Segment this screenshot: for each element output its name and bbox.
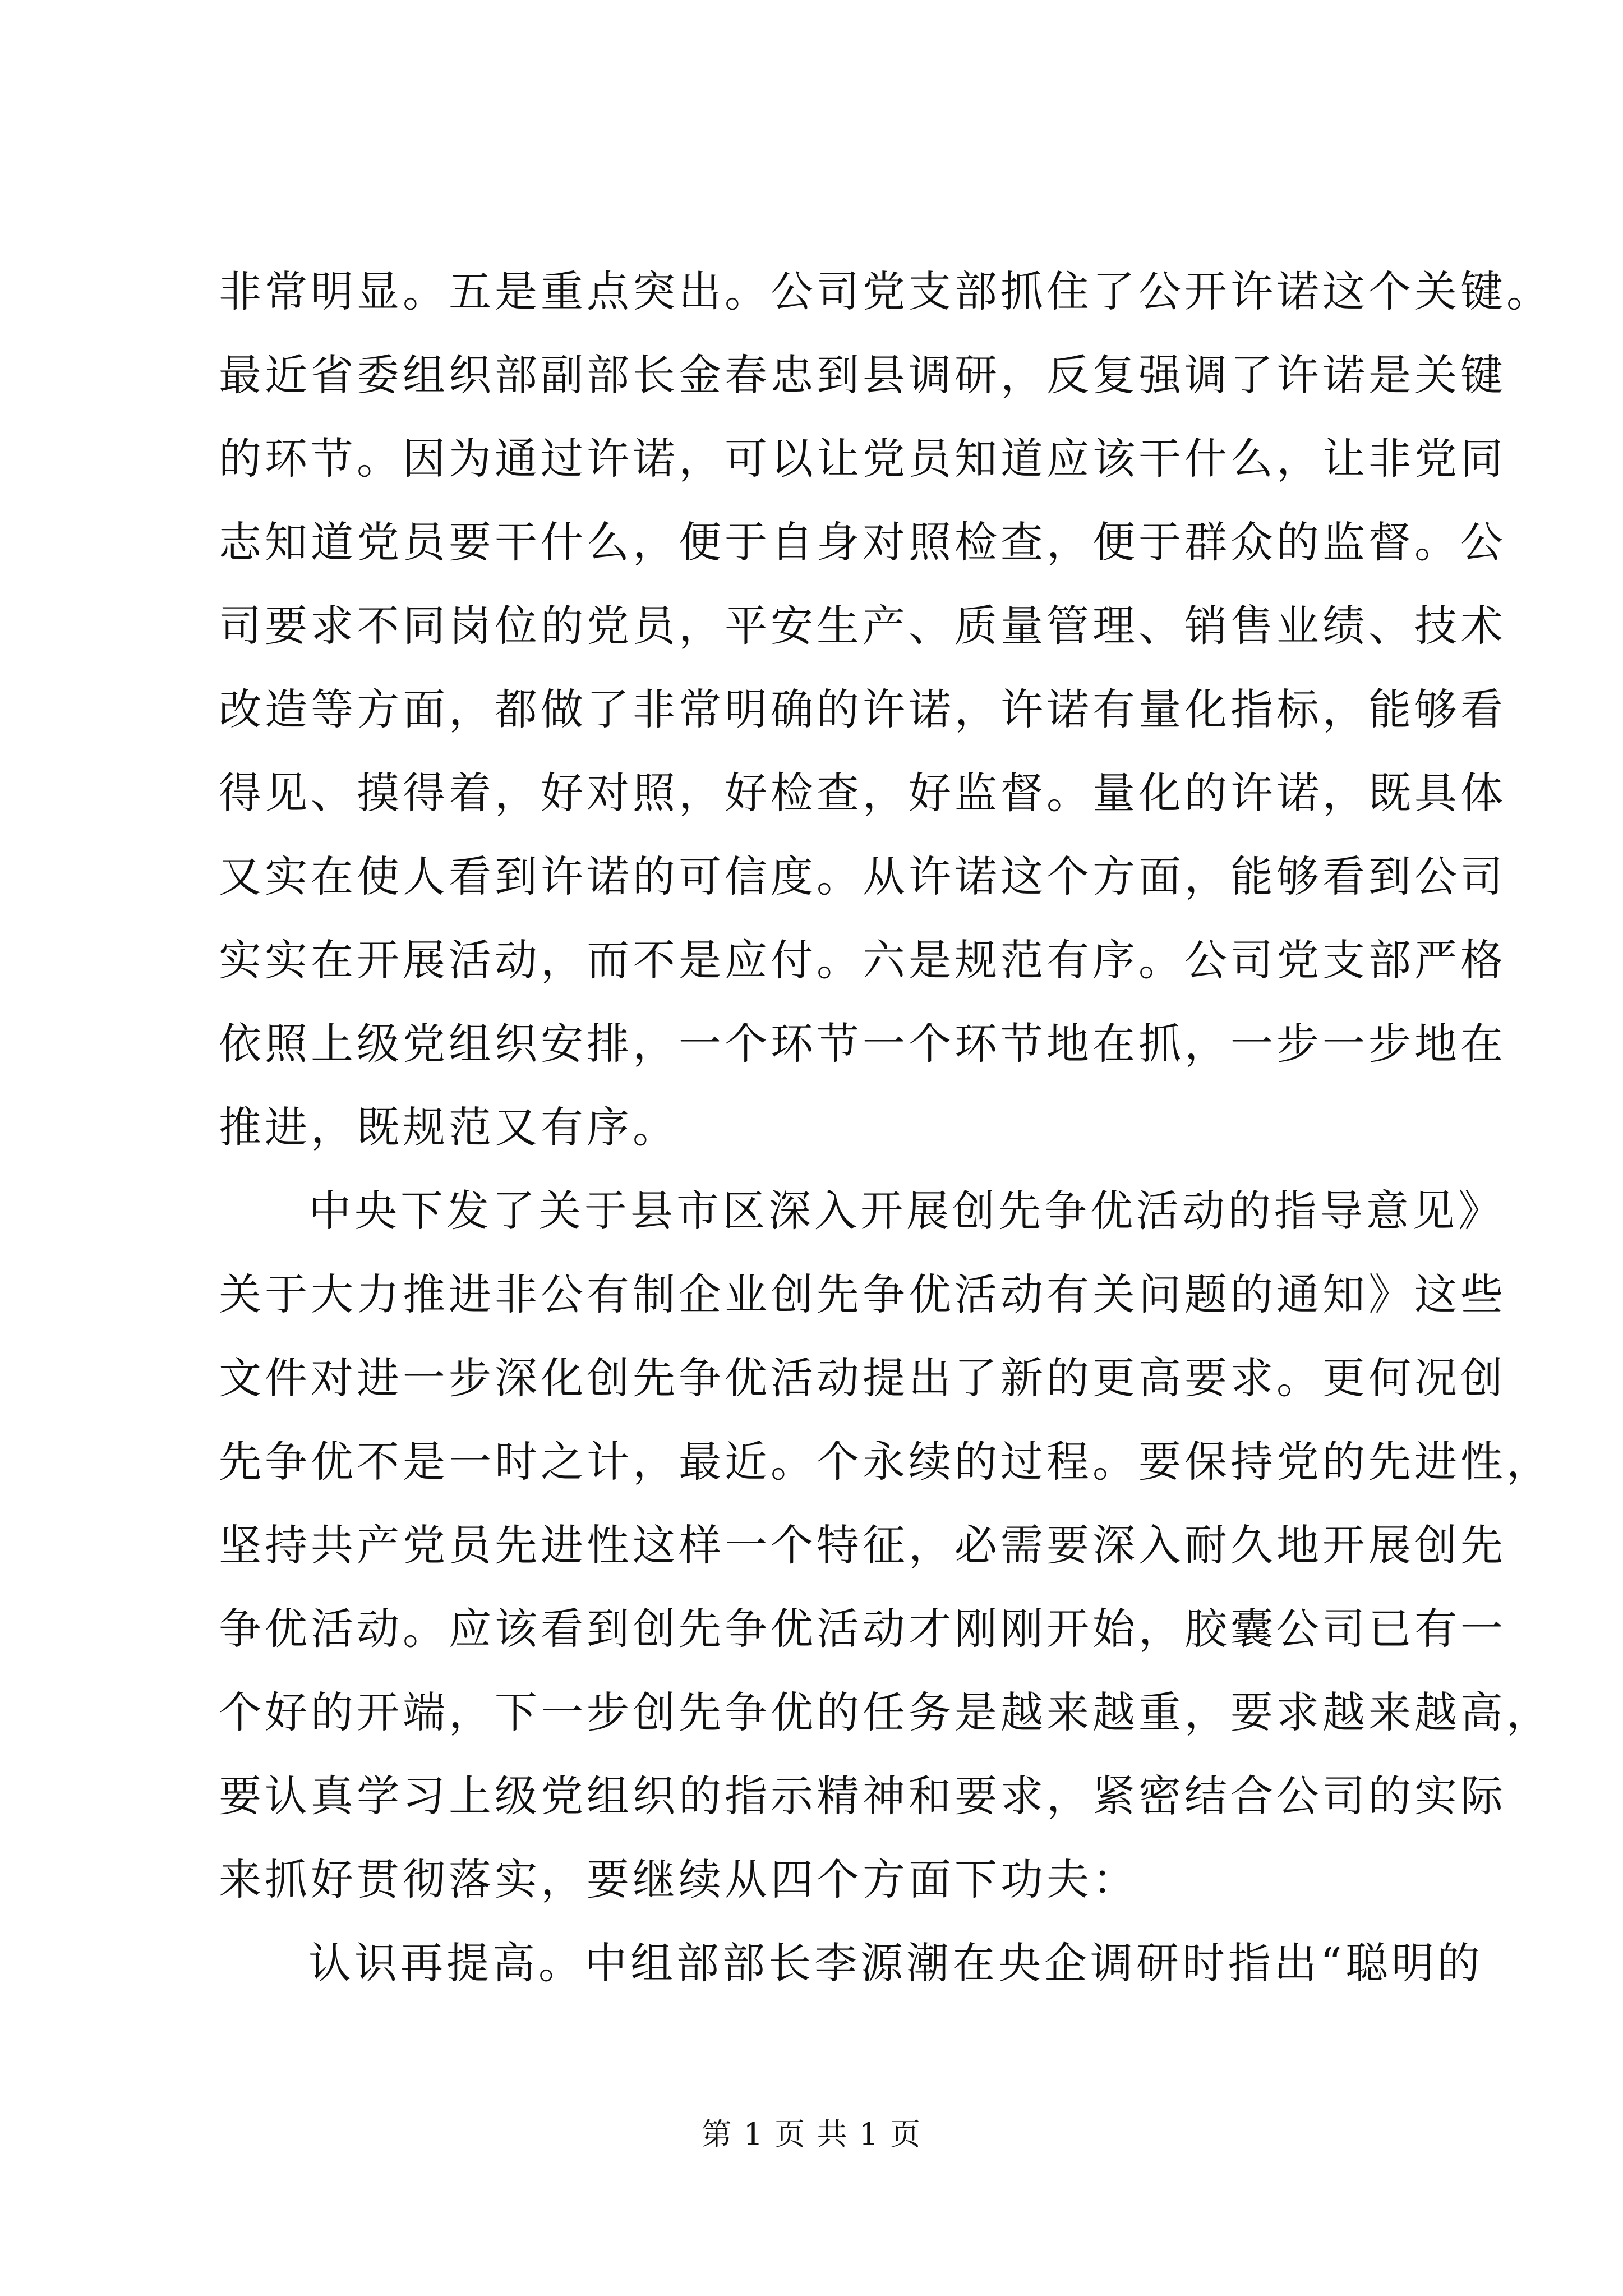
text-line-8: 又实在使人看到许诺的可信度。从许诺这个方面，能够看到公司 [219, 852, 1506, 901]
page-footer [0, 2115, 1623, 2154]
text-line-14: 文件对进一步深化创先争优活动提出了新的更高要求。更何况创 [219, 1353, 1506, 1403]
text-line-17: 争优活动。应该看到创先争优活动才刚刚开始，胶囊公司已有一 [219, 1604, 1506, 1654]
text-line-15: 先争优不是一时之计，最近。个永续的过程。要保持党的先进性， [219, 1437, 1552, 1487]
text-line-16: 坚持共产党员先进性这样一个特征，必需要深入耐久地开展创先 [219, 1520, 1506, 1570]
text-line-12: 中央下发了关于县市区深入开展创先争优活动的指导意见》 [308, 1186, 1504, 1236]
text-line-18: 个好的开端，下一步创先争优的任务是越来越重，要求越来越高， [219, 1687, 1552, 1737]
document-body [219, 250, 1552, 2005]
text-line-10: 依照上级党组织安排，一个环节一个环节地在抓，一步一步地在 [219, 1019, 1506, 1069]
text-line-20: 来抓好贯彻落实，要继续从四个方面下功夫： [219, 1855, 1138, 1904]
text-line-1: 非常明显。五是重点突出。公司党支部抓住了公开许诺这个关键。 [219, 266, 1552, 316]
text-line-11: 推进，既规范又有序。 [219, 1102, 679, 1152]
text-line-9: 实实在开展活动，而不是应付。六是规范有序。公司党支部严格 [219, 935, 1506, 985]
text-line-19: 要认真学习上级党组织的指示精神和要求，紧密结合公司的实际 [219, 1771, 1506, 1821]
text-line-3: 的环节。因为通过许诺，可以让党员知道应该干什么，让非党同 [219, 434, 1506, 484]
text-line-4: 志知道党员要干什么，便于自身对照检查，便于群众的监督。公 [219, 517, 1506, 567]
text-line-6: 改造等方面，都做了非常明确的许诺，许诺有量化指标，能够看 [219, 684, 1506, 734]
text-line-7: 得见、摸得着，好对照，好检查，好监督。量化的许诺，既具体 [219, 768, 1506, 818]
text-line-13: 关于大力推进非公有制企业创先争优活动有关问题的通知》这些 [219, 1269, 1506, 1319]
text-line-5: 司要求不同岗位的党员，平安生产、质量管理、销售业绩、技术 [219, 601, 1506, 651]
text-line-2: 最近省委组织部副部长金春忠到县调研，反复强调了许诺是关键 [219, 350, 1506, 400]
text-line-21: 认识再提高。中组部部长李源潮在央企调研时指出“聪明的 [308, 1938, 1483, 1988]
page-number-label: 第 1 页 共 1 页 [701, 2116, 922, 2152]
